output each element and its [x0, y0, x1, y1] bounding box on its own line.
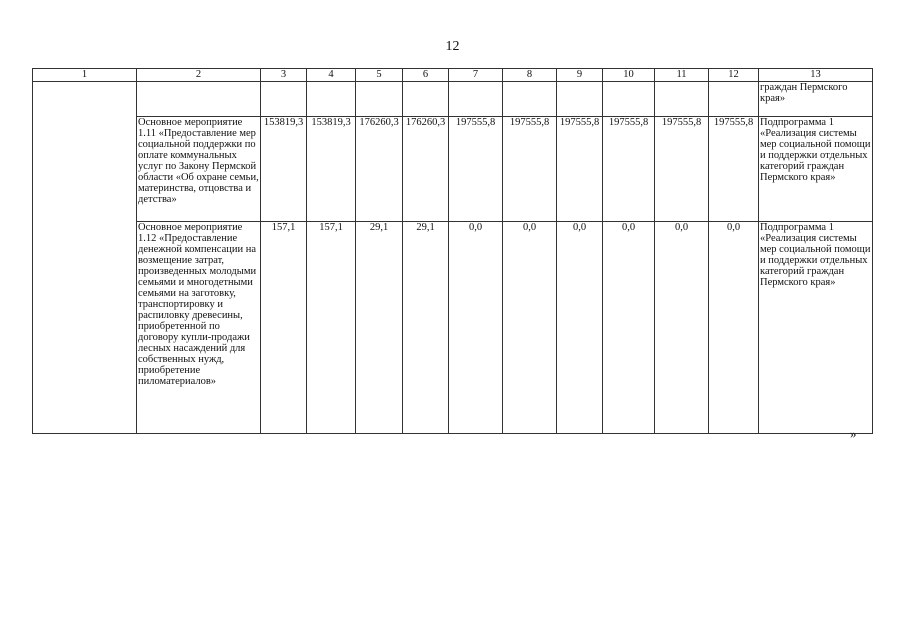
table-cell: 176260,3	[356, 117, 403, 222]
table-cell: Подпрограмма 1 «Реализация системы мер социальной помощи и поддержки отдельных категорий граждан Пермского края»	[759, 117, 873, 222]
table-cell: 0,0	[603, 222, 655, 434]
header-cell: 1	[33, 69, 137, 82]
table-cell: 197555,8	[503, 117, 557, 222]
header-cell: 6	[403, 69, 449, 82]
table-cell	[137, 82, 261, 117]
table-cell	[709, 82, 759, 117]
header-cell: 3	[261, 69, 307, 82]
header-row	[33, 69, 873, 82]
table-cell	[655, 82, 709, 117]
table-cell: 153819,3	[261, 117, 307, 222]
table-cell: Основное мероприятие 1.12 «Предоставление денежной компенсации на возмещение затрат, произведенных молодыми семьями и многодетными семьями на заготовку, транспортировку и распиловку древесины, приобретенной по договору купли-продажи лесных насаждений для собственных нужд, приобретение пиломатериалов»	[137, 222, 261, 434]
table-cell	[307, 82, 356, 117]
table-cell	[261, 82, 307, 117]
header-cell: 10	[603, 69, 655, 82]
table-cell: 197555,8	[449, 117, 503, 222]
header-cell: 4	[307, 69, 356, 82]
continuation-row	[33, 82, 873, 117]
table-cell: 197555,8	[709, 117, 759, 222]
table-cell	[503, 82, 557, 117]
table-cell	[449, 82, 503, 117]
table-cell	[557, 82, 603, 117]
table-row	[33, 222, 873, 434]
header-cell: 2	[137, 69, 261, 82]
table-cell: 157,1	[307, 222, 356, 434]
table-row	[33, 117, 873, 222]
table-cell: 197555,8	[557, 117, 603, 222]
table-cell	[603, 82, 655, 117]
table-cell: 0,0	[709, 222, 759, 434]
page-number: 12	[445, 39, 460, 54]
table-cell: 176260,3	[403, 117, 449, 222]
header-cell: 5	[356, 69, 403, 82]
table-cell: Подпрограмма 1 «Реализация системы мер социальной помощи и поддержки отдельных категорий граждан Пермского края»	[759, 222, 873, 434]
table-cell: 197555,8	[655, 117, 709, 222]
table-cell: 0,0	[449, 222, 503, 434]
table-cell: граждан Пермского края»	[759, 82, 873, 117]
table-cell	[33, 82, 137, 434]
header-cell: 8	[503, 69, 557, 82]
table-cell: 0,0	[503, 222, 557, 434]
header-cell: 13	[759, 69, 873, 82]
table-cell: 29,1	[356, 222, 403, 434]
header-cell: 9	[557, 69, 603, 82]
header-cell: 7	[449, 69, 503, 82]
header-cell: 12	[709, 69, 759, 82]
closing-quote-mark: »	[850, 426, 857, 441]
table-cell: 197555,8	[603, 117, 655, 222]
data-table	[32, 68, 873, 434]
table-cell: 29,1	[403, 222, 449, 434]
table-cell: Основное мероприятие 1.11 «Предоставление мер социальной поддержки по оплате коммунальных услуг по Закону Пермской области «Об охране семьи, материнства, отцовства и детства»	[137, 117, 261, 222]
table-cell: 153819,3	[307, 117, 356, 222]
table-cell: 0,0	[557, 222, 603, 434]
table-cell: 157,1	[261, 222, 307, 434]
table-cell: 0,0	[655, 222, 709, 434]
header-cell: 11	[655, 69, 709, 82]
table-cell	[356, 82, 403, 117]
table-cell	[403, 82, 449, 117]
